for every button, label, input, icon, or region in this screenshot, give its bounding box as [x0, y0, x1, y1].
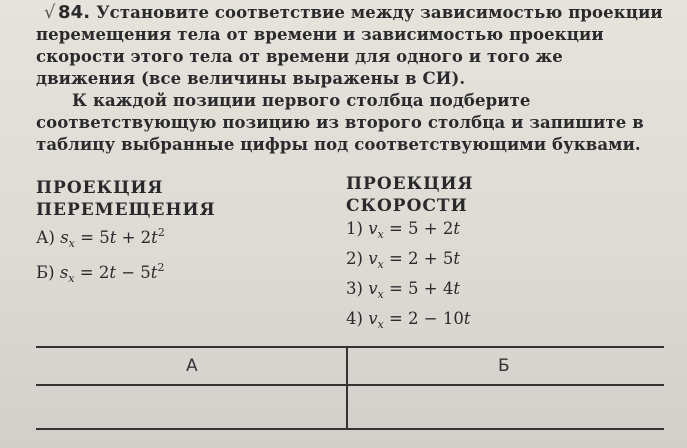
displacement-header-line1: ПРОЕКЦИЯ [36, 178, 164, 198]
table-column-divider [346, 346, 348, 430]
displacement-header-line2: ПЕРЕМЕЩЕНИЯ [36, 200, 216, 220]
problem-number: 84. [58, 2, 91, 23]
answer-cell-b[interactable] [352, 388, 660, 426]
table-header-a: А [186, 356, 198, 376]
answer-cell-a[interactable] [40, 388, 342, 426]
table-header-b: Б [498, 356, 510, 376]
displacement-column [36, 177, 216, 291]
table-top-border [36, 346, 664, 348]
answer-table [36, 346, 664, 430]
velocity-item-2: 2) $v_x = 2 + 5t$ [346, 249, 461, 271]
displacement-item-b: Б) $s_x = 2t - 5t^2$ [36, 261, 165, 285]
table-bottom-border [36, 428, 664, 430]
velocity-header-line2: СКОРОСТИ [346, 196, 468, 216]
table-middle-border [36, 384, 664, 386]
problem-text: Установите соответствие между зависимостью проекции перемещения тела от времени и зависимостью проекции скорости этого тела от времени для одного и того же движения (все величины выражены в СИ). [36, 3, 663, 88]
problem-instruction: К каждой позиции первого столбца подберите соответствующую позицию из второго столбца и запишите в таблицу выбранные цифры под соответствующими буквами. [36, 91, 644, 154]
velocity-item-4: 4) $v_x = 2 - 10t$ [346, 309, 471, 331]
displacement-item-a: А) $s_x = 5t + 2t^2$ [36, 226, 165, 250]
problem-statement [36, 2, 666, 156]
velocity-column [346, 173, 474, 337]
check-mark-icon: √ [44, 2, 56, 23]
velocity-item-1: 1) $v_x = 5 + 2t$ [346, 219, 461, 241]
velocity-header-line1: ПРОЕКЦИЯ [346, 174, 474, 194]
velocity-item-3: 3) $v_x = 5 + 4t$ [346, 279, 461, 301]
